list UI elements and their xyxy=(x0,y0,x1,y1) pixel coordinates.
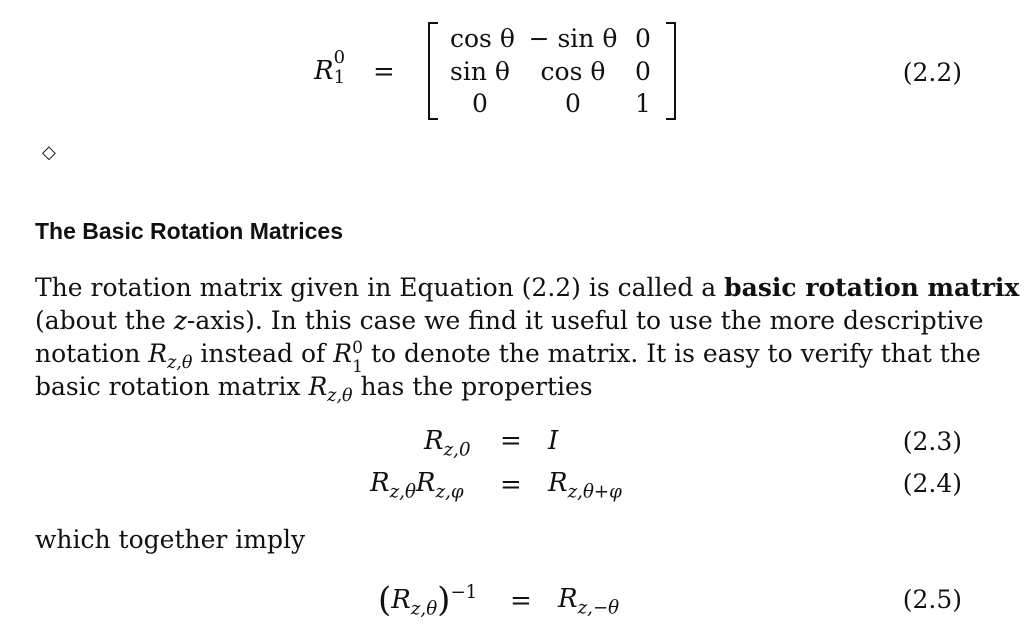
rotation-matrix xyxy=(428,22,676,120)
eq25-lhs: $(R_{z,\theta})^{-1}$ xyxy=(378,580,478,620)
equation-number: (2.5) xyxy=(902,585,962,614)
eq25-equals: = xyxy=(510,586,532,616)
eq23-equals: = xyxy=(500,426,522,456)
end-of-example-marker: ◇ xyxy=(42,142,56,163)
eq24-rhs: $R_{z,\theta+\varphi}$ xyxy=(548,468,622,503)
equation-number: (2.2) xyxy=(902,58,962,87)
eq22-equals: = xyxy=(373,57,395,87)
matrix-cell: 0 xyxy=(472,89,488,118)
eq22-lhs-symbol: R xyxy=(314,56,334,86)
paragraph-line: notation $R_{z,\theta}$ instead of R 0 1 to denote the matrix. It is easy to verify that the xyxy=(35,338,981,377)
matrix-cell: 0 xyxy=(635,24,651,53)
matrix-cell: cos θ xyxy=(540,57,606,86)
section-title: The Basic Rotation Matrices xyxy=(35,218,344,244)
eq23-rhs: I xyxy=(548,426,559,456)
bold-term: basic rotation matrix xyxy=(724,273,1020,302)
matrix-left-bracket xyxy=(428,22,438,120)
equation-number: (2.4) xyxy=(902,469,962,498)
matrix-cell: sin θ xyxy=(450,57,510,86)
eq22-lhs-sub: 1 xyxy=(333,67,346,88)
paragraph-line: The rotation matrix given in Equation (2.2) is called a basic rotation matrix xyxy=(35,273,1020,302)
matrix-cell: 1 xyxy=(635,89,651,118)
equation-number: (2.3) xyxy=(902,427,962,456)
eq22-lhs xyxy=(314,47,346,88)
paragraph-line: basic rotation matrix $R_{z,\theta}$ has the properties xyxy=(35,372,593,407)
eq25-rhs: $R_{z,-\theta}$ xyxy=(558,584,620,619)
matrix-cell: cos θ xyxy=(450,24,515,53)
eq22-lhs-sup: 0 xyxy=(333,47,346,68)
eq23-lhs: $R_{z,0}$ xyxy=(424,426,471,461)
paragraph-line: (about the z-axis). In this case we find it useful to use the more descriptive xyxy=(35,306,984,335)
paragraph-line: which together imply xyxy=(35,525,306,554)
eq24-lhs: $R_{z,\theta}R_{z,\varphi}$ xyxy=(370,468,464,503)
matrix-cell: − sin θ xyxy=(528,24,618,53)
matrix-cell: 0 xyxy=(635,57,651,86)
matrix-cell: 0 xyxy=(565,89,581,118)
eq24-equals: = xyxy=(500,470,522,500)
matrix-right-bracket xyxy=(666,22,676,120)
